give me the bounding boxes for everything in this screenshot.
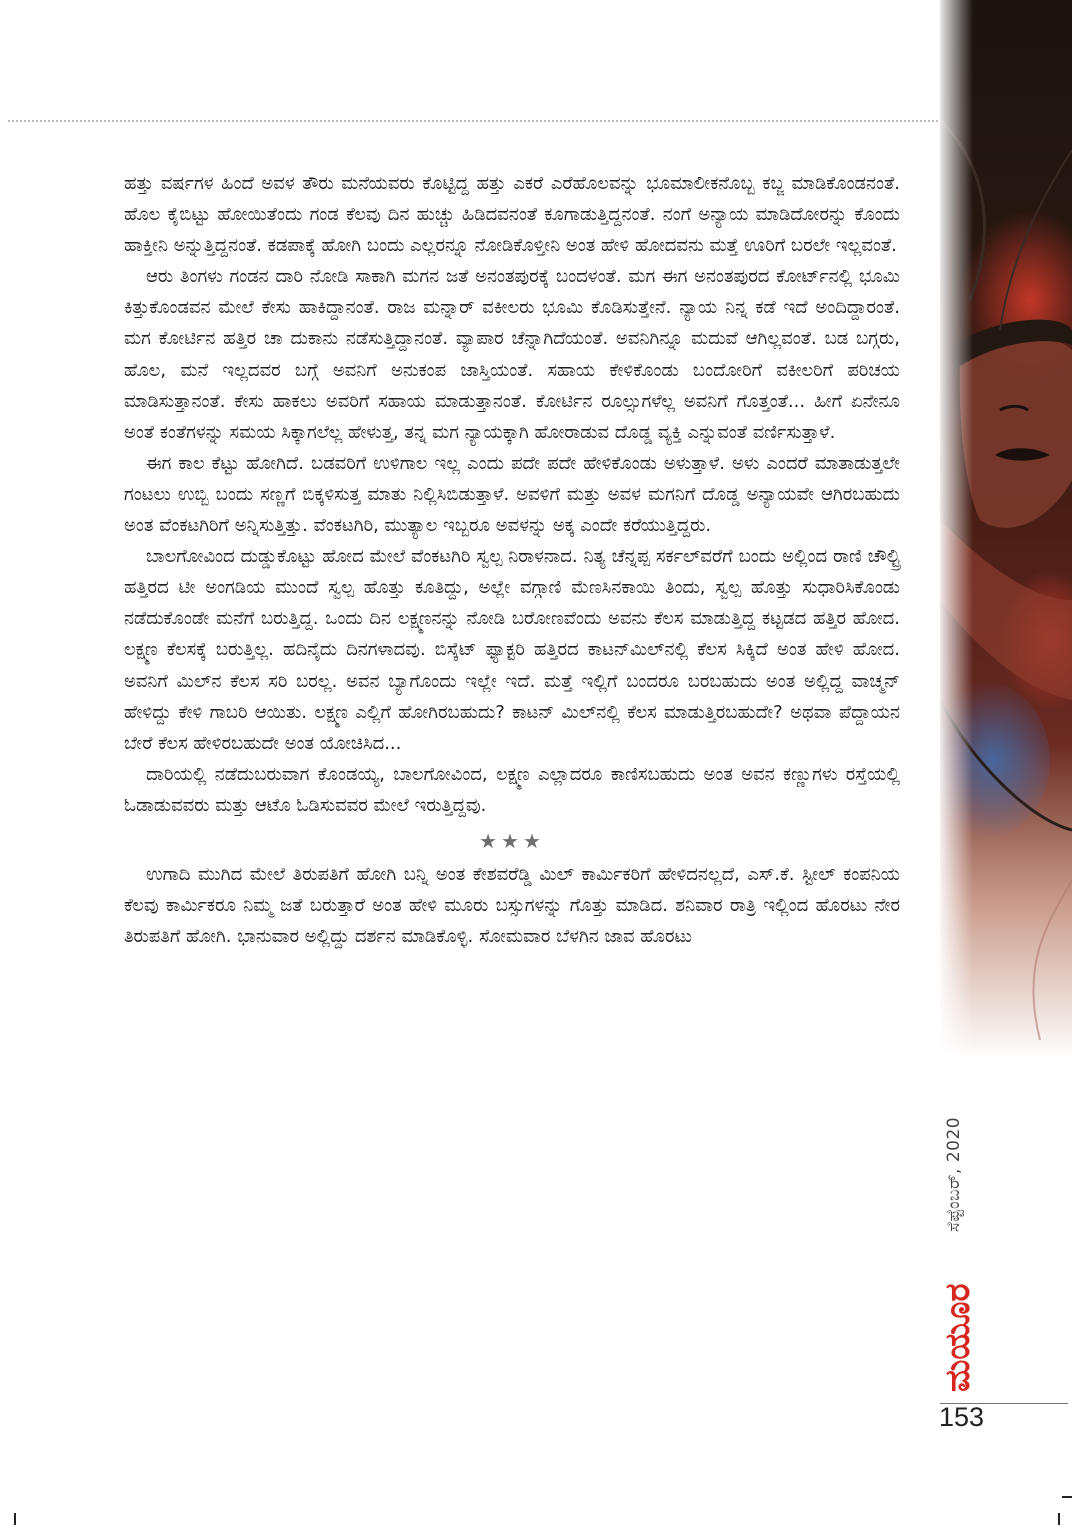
magazine-logo: ಮಯೂರ (938, 1283, 978, 1392)
page-number: 153 (939, 1402, 985, 1432)
paragraph: ಈಗ ಕಾಲ ಕೆಟ್ಟು ಹೋಗಿದೆ. ಬಡವರಿಗೆ ಉಳಿಗಾಲ ಇಲ್ಲ ಎಂದು ಪದೇ ಪದೇ ಹೇಳಿಕೊಂಡು ಅಳುತ್ತಾಳೆ. ಅಳು ಎಂದರೆ ಮಾತಾಡುತ್ತಲೇ ಗಂಟಲು ಉಬ್ಬಿ ಬಂದು ಸಣ್ಣಗೆ ಬಿಕ್ಕಳಿಸುತ್ತ ಮಾತು ನಿಲ್ಲಿಸಿಬಿಡುತ್ತಾಳೆ. ಅವಳಿಗೆ ಮತ್ತು ಅವಳ ಮಗನಿಗೆ ದೊಡ್ಡ ಅನ್ಯಾಯವೇ ಆಗಿರಬಹುದು ಅಂತ ವೆಂಕಟಗಿರಿಗೆ ಅನ್ನಿಸುತ್ತಿತ್ತು. ವೆಂಕಟಗಿರಿ, ಮುತ್ಯಾಲ ಇಬ್ಬರೂ ಅವಳನ್ನು ಅಕ್ಕ ಎಂದೇ ಕರೆಯುತ್ತಿದ್ದರು. (124, 452, 900, 537)
paragraph: ಬಾಲಗೋವಿಂದ ದುಡ್ಡುಕೊಟ್ಟು ಹೋದ ಮೇಲೆ ವೆಂಕಟಗಿರಿ ಸ್ವಲ್ಪ ನಿರಾಳನಾದ. ನಿತ್ಯ ಚೆನ್ನಪ್ಪ ಸರ್ಕಲ್‌ವರೆಗೆ ಬಂದು ಅಲ್ಲಿಂದ ರಾಣಿ ಚೌಲ್ಟ್ರಿ ಹತ್ತಿರದ ಟೀ ಅಂಗಡಿಯ ಮುಂದೆ ಸ್ವಲ್ಪ ಹೊತ್ತು ಕೂತಿದ್ದು, ಅಲ್ಲೇ ವಗ್ಗಾಣಿ ಮೆಣಸಿನಕಾಯಿ ತಿಂದು, ಸ್ವಲ್ಪ ಹೊತ್ತು ಸುಧಾರಿಸಿಕೊಂಡು ನಡೆದುಕೊಂಡೇ ಮನೆಗೆ ಬರುತ್ತಿದ್ದ. ಒಂದು ದಿನ ಲಕ್ಷ್ಮಣನನ್ನು ನೋಡಿ ಬರೋಣವೆಂದು ಅವನು ಕೆಲಸ ಮಾಡುತ್ತಿದ್ದ ಕಟ್ಟಡದ ಹತ್ತಿರ ಹೋದ. ಲಕ್ಷ್ಮಣ ಕೆಲಸಕ್ಕೆ ಬರುತ್ತಿಲ್ಲ. ಹದಿನೈದು ದಿನಗಳಾದವು. ಬಿಸ್ಕೆಟ್ ಫ್ಯಾಕ್ಟರಿ ಹತ್ತಿರದ ಕಾಟನ್‌ಮಿಲ್‌ನಲ್ಲಿ ಕೆಲಸ ಸಿಕ್ಕಿದೆ ಅಂತ ಹೇಳಿ ಹೋದ. ಅವನಿಗೆ ಮಿಲ್‌ನ ಕೆಲಸ ಸರಿ ಬರಲ್ಲ. ಅವನ ಬ್ಯಾಗೊಂದು ಇಲ್ಲೇ ಇದೆ. ಮತ್ತೆ ಇಲ್ಲಿಗೆ ಬಂದರೂ ಬರಬಹುದು ಅಂತ ಅಲ್ಲಿದ್ದ ವಾಚ್ಮನ್ ಹೇಳಿದ್ದು ಕೇಳಿ ಗಾಬರಿ ಆಯಿತು. ಲಕ್ಷ್ಮಣ ಎಲ್ಲಿಗೆ ಹೋಗಿರಬಹುದು? ಕಾಟನ್ ಮಿಲ್‌ನಲ್ಲಿ ಕೆಲಸ ಮಾಡುತ್ತಿರಬಹುದೇ? ಅಥವಾ ಪೆದ್ದಾಯನ ಬೇರೆ ಕೆಲಸ ಹೇಳಿರಬಹುದೇ ಅಂತ ಯೋಚಿಸಿದ... (124, 546, 900, 754)
crop-mark (14, 1513, 16, 1525)
side-illustration (940, 0, 1072, 1060)
paragraph: ಹತ್ತು ವರ್ಷಗಳ ಹಿಂದೆ ಅವಳ ತೌರು ಮನೆಯವರು ಕೊಟ್ಟಿದ್ದ ಹತ್ತು ಎಕರೆ ಎರೆಹೊಲವನ್ನು ಭೂಮಾಲೀಕನೊಬ್ಬ ಕಬ್ಜ ಮಾಡಿಕೊಂಡನಂತೆ. ಹೊಲ ಕೈಬಿಟ್ಟು ಹೋಯಿತೆಂದು ಗಂಡ ಕೆಲವು ದಿನ ಹುಚ್ಚು ಹಿಡಿದವನಂತೆ ಕೂಗಾಡುತ್ತಿದ್ದನಂತೆ. ನಂಗೆ ಅನ್ಯಾಯ ಮಾಡಿದೋರನ್ನು ಕೊಂದು ಹಾಕ್ತೀನಿ ಅನ್ನುತ್ತಿದ್ದನಂತೆ. ಕಡಪಾಕ್ಕೆ ಹೋಗಿ ಬಂದು ಎಲ್ಲರನ್ನೂ ನೋಡಿಕೊಳ್ತೀನಿ ಅಂತ ಹೇಳಿ ಹೋದವನು ಮತ್ತೆ ಊರಿಗೆ ಬರಲೇ ಇಲ್ಲವಂತೆ. (124, 173, 900, 257)
header-dotted-rule (8, 120, 938, 122)
crop-mark (1058, 1513, 1060, 1525)
section-break: ★★★ (479, 828, 545, 853)
paragraph: ಉಗಾದಿ ಮುಗಿದ ಮೇಲೆ ತಿರುಪತಿಗೆ ಹೋಗಿ ಬನ್ನಿ ಅಂತ ಕೇಶವರೆಡ್ಡಿ ಮಿಲ್ ಕಾರ್ಮಿಕರಿಗೆ ಹೇಳಿದನಲ್ಲದೆ, ಎಸ್.ಕೆ. ಸ್ಟೀಲ್ ಕಂಪನಿಯ ಕೆಲವು ಕಾರ್ಮಿಕರೂ ನಿಮ್ಮ ಜತೆ ಬರುತ್ತಾರೆ ಅಂತ ಹೇಳಿ ಮೂರು ಬಸ್ಸುಗಳನ್ನು ಗೊತ್ತು ಮಾಡಿದ. ಶನಿವಾರ ರಾತ್ರಿ ಇಲ್ಲಿಂದ ಹೊರಟು ನೇರ ತಿರುಪತಿಗೆ ಹೋಗಿ. ಭಾನುವಾರ ಅಲ್ಲಿದ್ದು ದರ್ಶನ ಮಾಡಿಕೊಳ್ಳಿ. ಸೋಮವಾರ ಬೆಳಗಿನ ಜಾವ ಹೊರಟು (124, 863, 900, 948)
article-body (124, 168, 900, 952)
issue-date: ಸೆಪ್ಟೆಂಬರ್, 2020 (944, 1116, 964, 1232)
paragraph: ಆರು ತಿಂಗಳು ಗಂಡನ ದಾರಿ ನೋಡಿ ಸಾಕಾಗಿ ಮಗನ ಜತೆ ಅನಂತಪುರಕ್ಕೆ ಬಂದಳಂತೆ. ಮಗ ಈಗ ಅನಂತಪುರದ ಕೋರ್ಟ್‌ನಲ್ಲಿ ಭೂಮಿ ಕಿತ್ತುಕೊಂಡವನ ಮೇಲೆ ಕೇಸು ಹಾಕಿದ್ದಾನಂತೆ. ರಾಜ ಮನ್ನಾರ್ ವಕೀಲರು ಭೂಮಿ ಕೊಡಿಸುತ್ತೇನೆ. ನ್ಯಾಯ ನಿನ್ನ ಕಡೆ ಇದೆ ಅಂದಿದ್ದಾರಂತೆ. ಮಗ ಕೋರ್ಟಿನ ಹತ್ತಿರ ಚಾ ದುಕಾನು ನಡೆಸುತ್ತಿದ್ದಾನಂತೆ. ವ್ಯಾಪಾರ ಚೆನ್ನಾಗಿದೆಯಂತೆ. ಅವನಿಗಿನ್ನೂ ಮದುವೆ ಆಗಿಲ್ಲವಂತೆ. ಬಡ ಬಗ್ಗರು, ಹೊಲ, ಮನೆ ಇಲ್ಲದವರ ಬಗ್ಗೆ ಅವನಿಗೆ ಅನುಕಂಪ ಜಾಸ್ತಿಯಂತೆ. ಸಹಾಯ ಕೇಳಿಕೊಂಡು ಬಂದೋರಿಗೆ ವಕೀಲರಿಗೆ ಪರಿಚಯ ಮಾಡಿಸುತ್ತಾನಂತೆ. ಕೇಸು ಹಾಕಲು ಅವರಿಗೆ ಸಹಾಯ ಮಾಡುತ್ತಾನಂತೆ. ಕೋರ್ಟಿನ ರೂಲ್ಸುಗಳೆಲ್ಲ ಅವನಿಗೆ ಗೊತ್ತಂತೆ... ಹೀಗೆ ಏನೇನೂ ಅಂತೆ ಕಂತೆಗಳನ್ನು ಸಮಯ ಸಿಕ್ಕಾಗಲೆಲ್ಲ ಹೇಳುತ್ತ, ತನ್ನ ಮಗ ನ್ಯಾಯಕ್ಕಾಗಿ ಹೋರಾಡುವ ದೊಡ್ಡ ವ್ಯಕ್ತಿ ಎನ್ನುವಂತೆ ವರ್ಣಿಸುತ್ತಾಳೆ. (124, 266, 900, 443)
paragraph: ದಾರಿಯಲ್ಲಿ ನಡೆದುಬರುವಾಗ ಕೊಂಡಯ್ಯ, ಬಾಲಗೋವಿಂದ, ಲಕ್ಷ್ಮಣ ಎಲ್ಲಾದರೂ ಕಾಣಿಸಬಹುದು ಅಂತ ಅವನ ಕಣ್ಣುಗಳು ರಸ್ತೆಯಲ್ಲಿ ಓಡಾಡುವವರು ಮತ್ತು ಆಟೊ ಓಡಿಸುವವರ ಮೇಲೆ ಇರುತ್ತಿದ್ದವು. (124, 763, 900, 816)
illustration-figure (940, 0, 1072, 1060)
crop-mark (1062, 1496, 1072, 1498)
